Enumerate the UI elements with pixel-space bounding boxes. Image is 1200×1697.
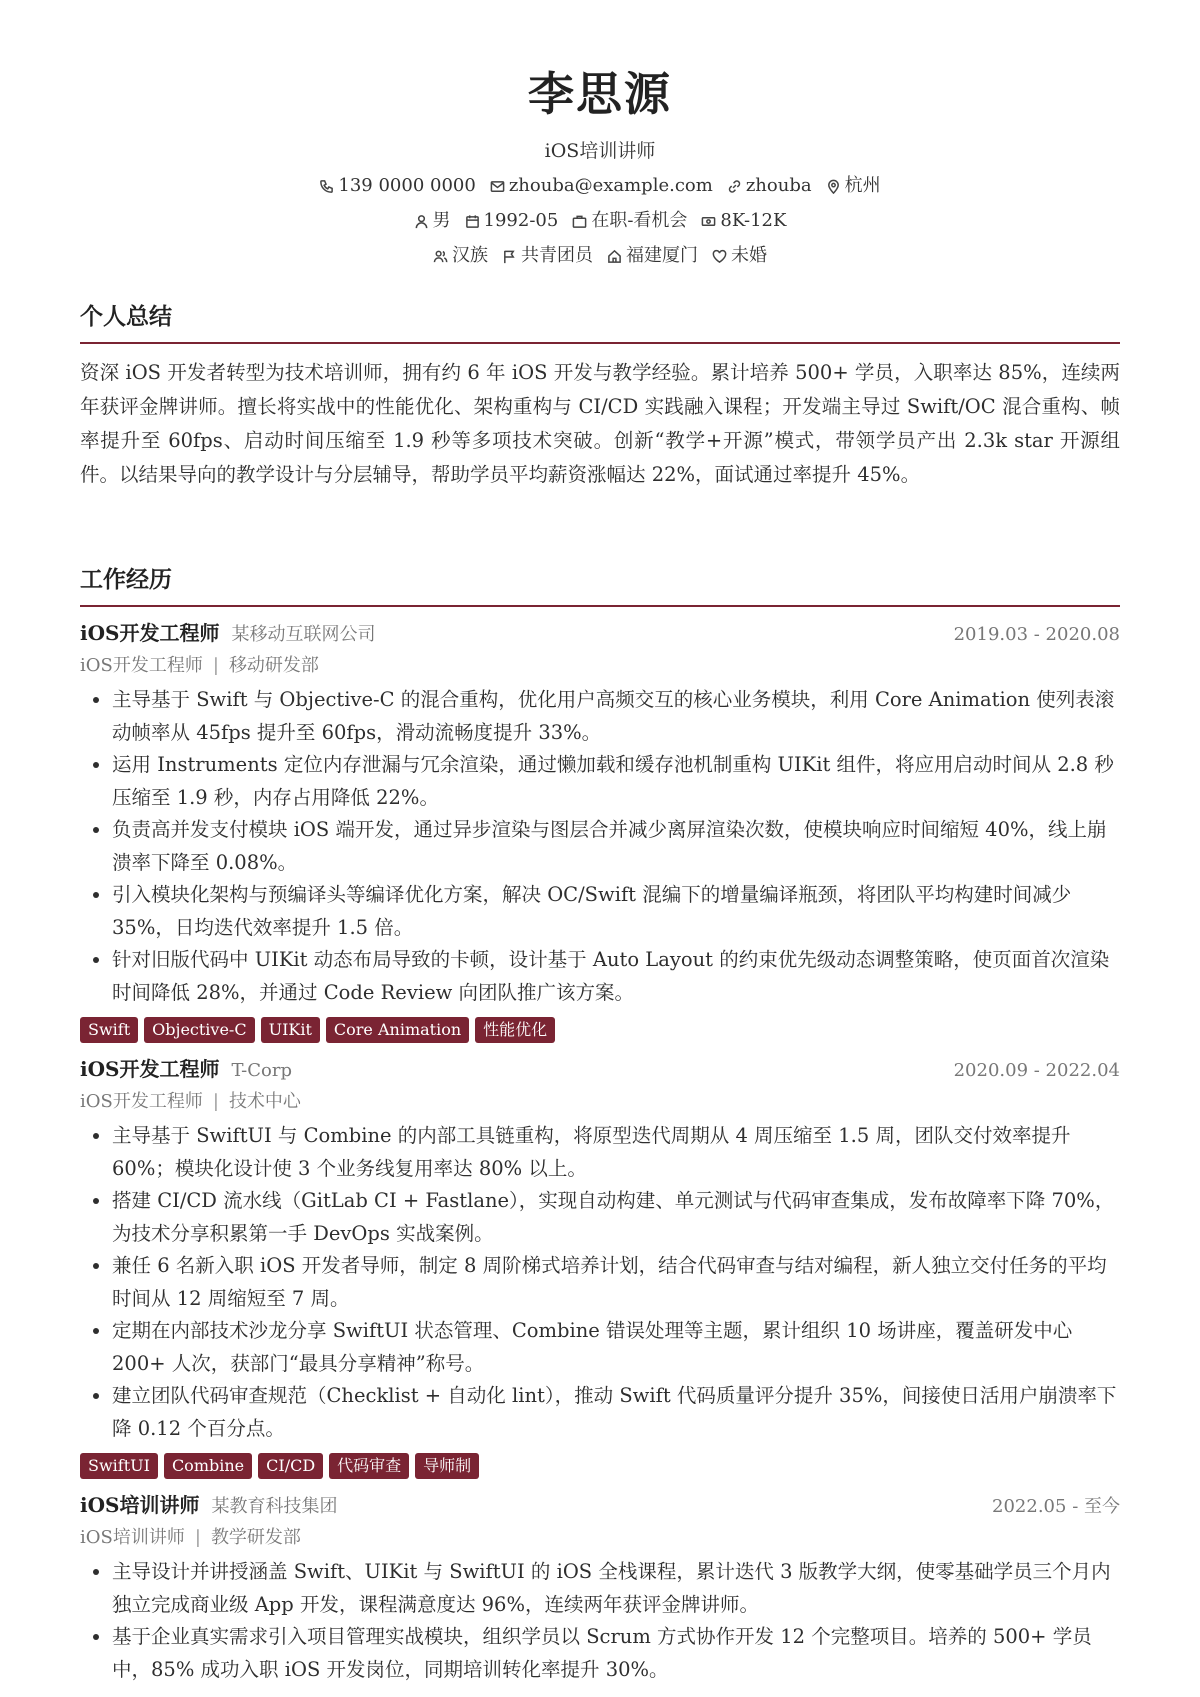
salary-item [701,208,786,234]
department: 移动研发部 [228,655,319,676]
job-title-headline: iOS培训讲师 [544,140,656,162]
skill-tag: 性能优化 [475,1017,555,1043]
personal-info-row [0,243,1200,269]
politics-item [502,243,593,269]
skill-tag: 代码审查 [329,1453,409,1479]
company-name: T-Corp [231,1060,292,1081]
flag-icon [502,249,517,264]
job-header-left [80,1055,292,1085]
skill-tag: 导师制 [415,1453,479,1479]
hometown-text: 福建厦门 [626,245,698,266]
bullet-item: • 兼任 6 名新入职 iOS 开发者导师，制定 8 周阶梯式培养计划，结合代码审查与结对编程，新人独立交付任务的平均时间从 12 周缩短至 7 周。 [112,1250,1120,1315]
heart-icon [712,249,727,264]
home-icon [607,249,622,264]
job-subline [80,1088,1120,1116]
job-dates: 2020.09 - 2022.04 [953,1060,1120,1081]
bullet-list [80,1120,1120,1445]
skill-tag: Objective-C [144,1017,254,1043]
bullet-item: • 定期在内部技术沙龙分享 SwiftUI 状态管理、Combine 错误处理等主题，累计组织 10 场讲座，覆盖研发中心 200+ 人次，获部门“最具分享精神”称号。 [112,1315,1120,1380]
skill-tag: SwiftUI [80,1453,158,1479]
skill-tag: Core Animation [326,1017,469,1043]
link-icon [727,179,742,194]
skill-tags [80,1453,1120,1479]
status-item [572,208,687,234]
bullet-item: • 基于企业真实需求引入项目管理实战模块，组织学员以 Scrum 方式协作开发 12 个完整项目。培养的 500+ 学员中，85% 成功入职 iOS 开发岗位，同期培训转化率提升 30%。 [112,1621,1120,1686]
email-text: zhouba@example.com [508,175,713,196]
birth-text: 1992-05 [483,210,559,231]
job-entry [80,619,1120,1043]
candidate-name: 李思源 [528,67,672,121]
money-icon [701,214,716,229]
ethnicity-text: 汉族 [452,245,488,266]
job-dates: 2022.05 - 至今 [992,1496,1120,1517]
department: 技术中心 [228,1091,301,1112]
basic-info-row [0,208,1200,234]
city-text: 杭州 [844,175,881,196]
job-list [80,619,1120,1686]
summary-section [80,302,1120,492]
contact-row [0,173,1200,199]
job-role: iOS培训讲师 [80,1527,185,1548]
job-header [80,1491,1120,1521]
job-header-left [80,619,375,649]
hometown-item [607,243,698,269]
skill-tag: UIKit [261,1017,320,1043]
job-role: iOS开发工程师 [80,1091,203,1112]
job-header-left [80,1491,337,1521]
bullet-list [80,1556,1120,1686]
company-name: 某移动互联网公司 [231,624,376,645]
bullet-item: • 主导设计并讲授涵盖 Swift、UIKit 与 SwiftUI 的 iOS 全栈课程，累计迭代 3 版教学大纲，使零基础学员三个月内独立完成商业级 App 开发，课程满意度达 96%，连续两年获评金牌讲师。 [112,1556,1120,1621]
job-dates: 2019.03 - 2020.08 [953,624,1120,645]
skill-tag: Swift [80,1017,138,1043]
wechat-item[interactable] [727,173,812,199]
people-icon [433,249,448,264]
resume-header [0,0,1200,269]
bullet-item: • 搭建 CI/CD 流水线（GitLab CI + Fastlane），实现自动构建、单元测试与代码审查集成，发布故障率下降 70%，为技术分享积累第一手 DevOps 实战案例。 [112,1185,1120,1250]
phone-text: 139 0000 0000 [338,175,476,196]
experience-heading: 工作经历 [80,565,1120,607]
phone-icon [319,179,334,194]
gender-text: 男 [432,210,451,231]
bullet-list [80,684,1120,1009]
salary-text: 8K-12K [720,210,787,231]
phone-item[interactable] [319,173,475,199]
bullet-item: • 引入模块化架构与预编译头等编译优化方案，解决 OC/Swift 混编下的增量编译瓶颈，将团队平均构建时间减少 35%，日均迭代效率提升 1.5 倍。 [112,879,1120,944]
birth-item [465,208,559,234]
experience-section [80,565,1120,1686]
job-role: iOS开发工程师 [80,655,203,676]
email-item[interactable] [490,173,713,199]
gender-item [414,208,451,234]
bullet-item: • 主导基于 Swift 与 Objective-C 的混合重构，优化用户高频交互的核心业务模块，利用 Core Animation 使列表滚动帧率从 45fps 提升至 60fps，滑动流畅度提升 33%。 [112,684,1120,749]
job-entry [80,1055,1120,1479]
job-title: iOS培训讲师 [80,1493,200,1517]
separator: | [212,1091,219,1112]
job-title: iOS开发工程师 [80,621,220,645]
politics-text: 共青团员 [521,245,593,266]
bullet-item: • 建立团队代码审查规范（Checklist + 自动化 lint），推动 Swift 代码质量评分提升 35%，间接使日活用户崩溃率下降 0.12 个百分点。 [112,1380,1120,1445]
separator: | [212,655,219,676]
bullet-item: • 运用 Instruments 定位内存泄漏与冗余渲染，通过懒加载和缓存池机制重构 UIKit 组件，将应用启动时间从 2.8 秒压缩至 1.9 秒，内存占用降低 22%。 [112,749,1120,814]
bullet-item: • 负责高并发支付模块 iOS 端开发，通过异步渲染与图层合并减少离屏渲染次数，使模块响应时间缩短 40%，线上崩溃率下降至 0.08%。 [112,814,1120,879]
location-pin-icon [826,179,841,194]
calendar-icon [465,214,480,229]
job-title: iOS开发工程师 [80,1057,220,1081]
job-subline [80,1524,1120,1552]
bullet-item: • 针对旧版代码中 UIKit 动态布局导致的卡顿，设计基于 Auto Layout 的约束优先级动态调整策略，使页面首次渲染时间降低 28%，并通过 Code Review 向团队推广该方案。 [112,944,1120,1009]
summary-text: 资深 iOS 开发者转型为技术培训师，拥有约 6 年 iOS 开发与教学经验。累计培养 500+ 学员，入职率达 85%，连续两年获评金牌讲师。擅长将实战中的性能优化、架构重构与 CI/CD 实践融入课程；开发端主导过 Swift/OC 混合重构、帧率提升至 60fps、启动时间压缩至 1.9 秒等多项技术突破。创新“教学+开源”模式，带领学员产出 2.3k star 开源组件。以结果导向的教学设计与分层辅导，帮助学员平均薪资涨幅达 22%，面试通过率提升 45%。 [80,361,1120,486]
job-entry [80,1491,1120,1686]
bullet-item: • 主导基于 SwiftUI 与 Combine 的内部工具链重构，将原型迭代周期从 4 周压缩至 1.5 周，团队交付效率提升 60%；模块化设计使 3 个业务线复用率达 80% 以上。 [112,1120,1120,1185]
skill-tags [80,1017,1120,1043]
skill-tag: Combine [164,1453,252,1479]
status-text: 在职-看机会 [591,210,688,231]
briefcase-icon [572,214,587,229]
marital-text: 未婚 [731,245,767,266]
wechat-text: zhouba [745,175,812,196]
company-name: 某教育科技集团 [211,1496,338,1517]
skill-tag: CI/CD [258,1453,323,1479]
city-item [826,173,881,199]
job-header [80,1055,1120,1085]
separator: | [194,1527,201,1548]
summary-heading: 个人总结 [80,302,1120,344]
person-icon [414,214,429,229]
job-subline [80,652,1120,680]
marital-item [712,243,767,269]
ethnicity-item [433,243,488,269]
job-header [80,619,1120,649]
department: 教学研发部 [210,1527,301,1548]
mail-icon [490,179,505,194]
